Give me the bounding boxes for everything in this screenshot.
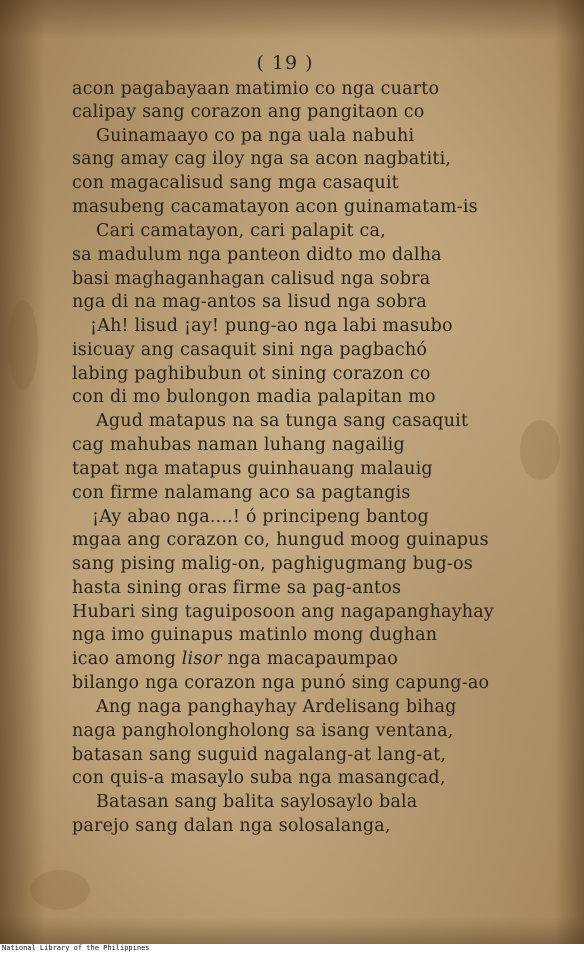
text-line: con firme nalamang aco sa pagtangis: [72, 483, 411, 503]
text-line: con magacalisud sang mga casaquit: [72, 173, 399, 193]
page-shadow-top: [0, 0, 584, 40]
text-line: Batasan sang balita saylosaylo bala: [96, 792, 418, 812]
text-line: bilango nga corazon nga punó sing capung-ao: [72, 673, 490, 693]
line-part-after: nga macapaumpao: [221, 649, 398, 669]
text-line: basi maghaganhagan calisud nga sobra: [72, 269, 431, 289]
text-line: Cari camatayon, cari palapit ca,: [96, 221, 386, 241]
text-line: mgaa ang corazon co, hungud moog guinapus: [72, 530, 489, 550]
line-part-before: icao among: [72, 649, 182, 669]
text-line: masubeng cacamatayon acon guinamatam-is: [72, 197, 478, 217]
text-line: sa madulum nga panteon didto mo dalha: [72, 245, 442, 265]
italic-word: lisor: [181, 649, 222, 669]
text-line: ¡Ay abao nga....! ó principeng bantog: [92, 507, 429, 527]
text-line: acon pagabayaan matimio co nga cuarto: [72, 79, 440, 99]
text-line: sang amay cag iloy nga sa acon nagbatiti,: [72, 149, 452, 169]
text-line: hasta sining oras firme sa pag-antos: [72, 578, 402, 598]
page-shadow-right: [554, 0, 584, 944]
text-line: nga imo guinapus matinlo mong dughan: [72, 625, 438, 645]
text-line: parejo sang dalan nga solosalanga,: [72, 816, 391, 836]
text-line: con di mo bulongon madia palapitan mo: [72, 387, 436, 407]
text-line: con quis-a masaylo suba nga masangcad,: [72, 768, 446, 788]
text-line: batasan sang suguid nagalang-at lang-at,: [72, 745, 447, 765]
text-line: ¡Ah! lisud ¡ay! pung-ao nga labi masubo: [90, 316, 453, 336]
text-line: Hubari sing taguiposoon ang nagapanghayhay: [72, 602, 494, 622]
paper-stain: [30, 870, 90, 910]
text-line: calipay sang corazon ang pangitaon co: [72, 102, 425, 122]
text-line: isicuay ang casaquit sini nga pagbachó: [72, 340, 428, 360]
text-line-with-italic: [72, 648, 398, 670]
page-shadow-bottom: [0, 918, 584, 944]
text-line: nga di na mag-antos sa lisud nga sobra: [72, 292, 427, 312]
paper-stain: [520, 420, 560, 480]
text-line: Guinamaayo co pa nga uala nabuhi: [96, 126, 415, 146]
page-number: ( 19 ): [256, 52, 314, 74]
text-line: cag mahubas naman luhang nagailig: [72, 435, 405, 455]
text-line: Agud matapus na sa tunga sang casaquit: [96, 411, 469, 431]
text-line: naga pangholongholong sa isang ventana,: [72, 721, 454, 741]
page-shadow-left: [0, 0, 46, 944]
text-line: labing paghibubun ot sining corazon co: [72, 364, 431, 384]
text-line: sang pising malig-on, paghigugmang bug-os: [72, 554, 473, 574]
text-line: tapat nga matapus guinhauang malauig: [72, 459, 433, 479]
library-credit: National Library of the Philippines: [2, 944, 150, 952]
paper-stain: [8, 300, 38, 390]
text-line: Ang naga panghayhay Ardelisang bihag: [96, 697, 457, 717]
